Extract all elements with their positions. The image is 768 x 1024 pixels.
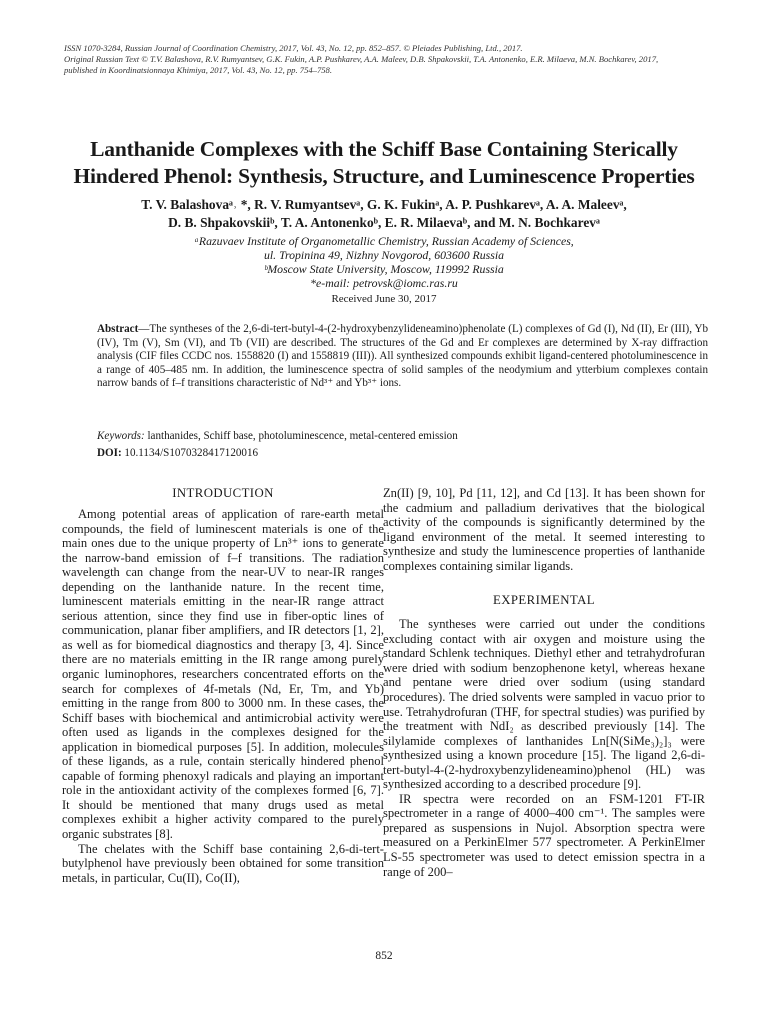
affiliations	[40, 234, 728, 290]
title-line: Hindered Phenol: Synthesis, Structure, and Luminescence Properties	[73, 164, 695, 188]
experimental-heading: EXPERIMENTAL	[493, 593, 595, 608]
abstract-label: Abstract	[97, 323, 139, 335]
page-number: 852	[375, 950, 393, 962]
doi-label: DOI:	[97, 447, 122, 459]
intro-paragraph: Among potential areas of application of rare-earth metal compounds, the field of luminescent materials is one of the main ones due to the unique property of Ln³⁺ ions to generate the narrow-band emission of f–f transitions. The radiation wavelength can change from the near-UV to near-IR ranges depending on the lanthanide nature. In the recent time, luminescent materials emitting in the near-IR range attract serious attention, since they find use in fiber-optic lines of communication, planar fiber amplifiers, and IR detectors [1, 2], as well as for biomedical diagnostics and therapy [3, 4]. Since there are no materials emitting in the IR range among purely organic luminophores, researchers concentrated efforts on the search for complexes of 4f-metals (Nd, Er, Tm, and Yb) emitting in the range from 800 to 3000 nm. In these cases, the Schiff bases with biochemical and antimicrobial activity were often used as ligands in the complexes designed for the application in biomedical purposes [5]. In addition, molecules of these ligands, as a rule, contain sterically hindered phenol capable of forming phenoxyl radicals and playing an important role in the antioxidant activity of the complexes formed [6, 7]. It should be mentioned that many drugs used as metal complexes exhibit a higher activity compared to the purely organic substrates [8].	[62, 507, 384, 842]
introduction-heading: INTRODUCTION	[172, 486, 274, 500]
intro-paragraph: The chelates with the Schiff base containing 2,6-di-tert-butylphenol have previously been obtained for some transition metals, in particular, Cu(II), Co(II),	[62, 841, 384, 885]
left-column	[62, 486, 384, 885]
author-line: T. V. Balashovaᵃ˒ *, R. V. Rumyantsevᵃ, G. K. Fukinᵃ, A. P. Pushkarevᵃ, A. A. Maleevᵃ,	[141, 197, 627, 212]
keywords-text: lanthanides, Schiff base, photoluminescence, metal-centered emission	[144, 430, 458, 442]
abstract-text: —The syntheses of the 2,6-di-tert-butyl-4-(2-hydroxybenzylideneamino)phenolate (L) complexes of Gd (I), Nd (II), Er (III), Yb (IV), Tm (V), Sm (VI), and Tb (VII) are described. The structures of the Gd and Er complexes are determined by X-ray diffraction analysis (CIF files CCDC nos. 1558820 (I) and 1558819 (III)). All synthesized compounds exhibit ligand-centered photoluminescence in a range of 405–485 nm. In addition, the luminescence spectra of solid samples of the neodymium and ytterbium complexes contain narrow bands of f–f transitions characteristic of Nd³⁺ and Yb³⁺ ions.	[97, 323, 708, 390]
abstract	[97, 323, 708, 391]
journal-header-line: ISSN 1070-3284, Russian Journal of Coordination Chemistry, 2017, Vol. 43, No. 12, pp. 852–857. © Pleiades Publishing, Ltd., 2017.	[64, 43, 523, 53]
right-column	[383, 486, 705, 879]
doi	[97, 447, 708, 461]
intro-paragraph-continued: Zn(II) [9, 10], Pd [11, 12], and Cd [13]. It has been shown for the cadmium and palladium derivatives that the biological activity of the compounds is significantly determined by the ligand environment of the metal. It seemed interesting to synthesize and study the luminescence properties of lanthanide complexes containing similar ligands.	[383, 486, 705, 573]
keywords	[97, 430, 708, 444]
author-list	[40, 196, 728, 231]
keywords-label: Keywords:	[97, 430, 145, 442]
affiliation-b: ᵇMoscow State University, Moscow, 119992 Russia	[264, 262, 504, 276]
experimental-paragraph: The syntheses were carried out under the conditions excluding contact with air oxygen and moisture using the standard Schlenk techniques. Diethyl ether and tetrahydrofuran were dried with sodium benzophenone ketyl, whereas hexane and pentane were dried over sodium (using standard procedures). The dried solvents were sampled in vacuo prior to use. Tetrahydrofuran (THF, for spectral studies) was purified by the treatment with NdI₂ as described previously [14]. The silylamide complexes of lanthanides Ln[N(SiMe₃)₂]₃ were synthesized using a known procedure [15]. The ligand 2,6-di-tert-butyl-4-(2-hydroxybenzylideneamino)phenol (HL) was synthesized according to a described procedure [9].	[383, 617, 705, 792]
received-date: Received June 30, 2017	[331, 293, 437, 305]
doi-value: 10.1134/S1070328417120016	[121, 447, 259, 459]
article-title	[40, 136, 728, 190]
journal-header	[64, 43, 724, 76]
contact-email: *e-mail: petrovsk@iomc.ras.ru	[310, 276, 458, 290]
experimental-paragraph: IR spectra were recorded on an FSM-1201 FT-IR spectrometer in a range of 4000–400 cm⁻¹. The samples were prepared as suspensions in Nujol. Absorption spectra were measured on a PerkinElmer 577 spectrometer. A PerkinElmer LS-55 spectrometer was used to detect emission spectra in a range of 200–	[383, 791, 705, 879]
author-line: D. B. Shpakovskiiᵇ, T. A. Antonenkoᵇ, E. R. Milaevaᵇ, and M. N. Bochkarevᵃ	[168, 214, 600, 230]
affiliation-a-address: ul. Tropinina 49, Nizhny Novgorod, 603600 Russia	[264, 248, 504, 262]
journal-header-line: published in Koordinatsionnaya Khimiya, 2017, Vol. 43, No. 12, pp. 754–758.	[64, 65, 332, 75]
affiliation-a: ᵃRazuvaev Institute of Organometallic Chemistry, Russian Academy of Sciences,	[194, 234, 574, 248]
title-line: Lanthanide Complexes with the Schiff Base Containing Sterically	[90, 137, 678, 161]
journal-header-line: Original Russian Text © T.V. Balashova, R.V. Rumyantsev, G.K. Fukin, A.P. Pushkarev, A.A. Maleev, D.B. Shpakovskii, T.A. Antonenko, E.R. Milaeva, M.N. Bochkarev, 2017,	[64, 54, 659, 64]
